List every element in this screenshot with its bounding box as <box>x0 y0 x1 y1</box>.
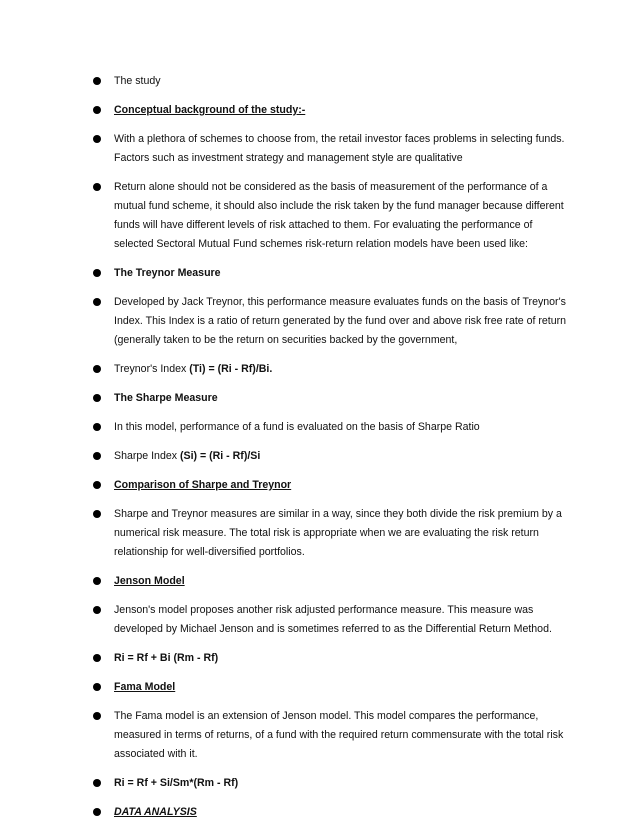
bullet-icon <box>93 106 101 114</box>
list-item-fama-desc <box>93 707 573 764</box>
list-item-treynor-index <box>93 360 573 379</box>
bullet-icon <box>93 808 101 816</box>
section-heading: DATA ANALYSIS <box>114 806 197 818</box>
list-item-sharpe-desc <box>93 418 573 437</box>
paragraph-text: Sharpe and Treynor measures are similar in a way, since they both divide the risk premium by a numerical risk measure. The total risk is appropriate when we are evaluating the risk return relationship for well-diversified portfolios. <box>114 508 562 558</box>
section-heading: Fama Model <box>114 681 176 693</box>
item-text: The study <box>114 75 161 87</box>
bullet-icon <box>93 779 101 787</box>
bullet-icon <box>93 712 101 720</box>
list-item-the-study <box>93 72 573 91</box>
bullet-icon <box>93 481 101 489</box>
paragraph-text: Jenson's model proposes another risk adjusted performance measure. This measure was developed by Michael Jenson and is sometimes referred to as the Differential Return Method. <box>114 604 552 635</box>
list-item-jenson-formula <box>93 649 573 668</box>
list-item-conceptual-background <box>93 101 573 120</box>
bullet-icon <box>93 365 101 373</box>
section-heading: Comparison of Sharpe and Treynor <box>114 479 292 491</box>
list-item-comparison-desc <box>93 505 573 562</box>
list-item-sharpe-heading <box>93 389 573 408</box>
formula-text: (Ti) = (Ri - Rf)/Bi. <box>189 363 273 375</box>
paragraph-text: In this model, performance of a fund is evaluated on the basis of Sharpe Ratio <box>114 421 480 433</box>
bullet-icon <box>93 183 101 191</box>
bullet-icon <box>93 606 101 614</box>
formula-prefix: Treynor's Index <box>114 363 190 375</box>
section-heading: The Sharpe Measure <box>114 392 218 404</box>
paragraph-text: With a plethora of schemes to choose from, the retail investor faces problems in selecting funds. Factors such as investment strategy and management style are qualitative <box>114 133 565 164</box>
formula-text: Ri = Rf + Bi (Rm - Rf) <box>114 652 219 664</box>
formula-text: Ri = Rf + Si/Sm*(Rm - Rf) <box>114 777 239 789</box>
paragraph-text: Developed by Jack Treynor, this performance measure evaluates funds on the basis of Treynor's Index. This Index is a ratio of return generated by the fund over and above risk free rate of return (generally taken to be the return on securities backed by the government, <box>114 296 567 346</box>
list-item-jenson-desc <box>93 601 573 639</box>
list-item-treynor-heading <box>93 264 573 283</box>
list-item-sharpe-index <box>93 447 573 466</box>
list-item-jenson-heading <box>93 572 573 591</box>
bullet-icon <box>93 683 101 691</box>
list-item-return-alone <box>93 178 573 254</box>
bullet-icon <box>93 298 101 306</box>
bullet-icon <box>93 394 101 402</box>
formula-text: (Si) = (Ri - Rf)/Si <box>179 450 261 462</box>
bullet-icon <box>93 510 101 518</box>
bullet-icon <box>93 577 101 585</box>
section-heading: The Treynor Measure <box>114 267 221 279</box>
bullet-icon <box>93 654 101 662</box>
bullet-icon <box>93 269 101 277</box>
bullet-icon <box>93 423 101 431</box>
paragraph-text: Return alone should not be considered as the basis of measurement of the performance of a mutual fund scheme, it should also include the risk taken by the fund manager because different funds will have different levels of risk attached to them. For evaluating the performance of selected Sectoral Mutual Fund schemes risk-return relation models have been used like: <box>114 181 564 250</box>
list-item-fama-formula <box>93 774 573 793</box>
list-item-plethora <box>93 130 573 168</box>
formula-prefix: Sharpe Index <box>114 450 180 462</box>
list-item-data-analysis <box>93 803 573 822</box>
section-heading: Conceptual background of the study:- <box>114 104 306 116</box>
bullet-icon <box>93 452 101 460</box>
paragraph-text: The Fama model is an extension of Jenson model. This model compares the performance, measured in terms of returns, of a fund with the required return commensurate with the total risk associated with it. <box>114 710 564 760</box>
bullet-list <box>93 72 573 832</box>
list-item-fama-heading <box>93 678 573 697</box>
list-item-comparison-heading <box>93 476 573 495</box>
list-item-treynor-desc <box>93 293 573 350</box>
bullet-icon <box>93 77 101 85</box>
bullet-icon <box>93 135 101 143</box>
section-heading: Jenson Model <box>114 575 185 587</box>
